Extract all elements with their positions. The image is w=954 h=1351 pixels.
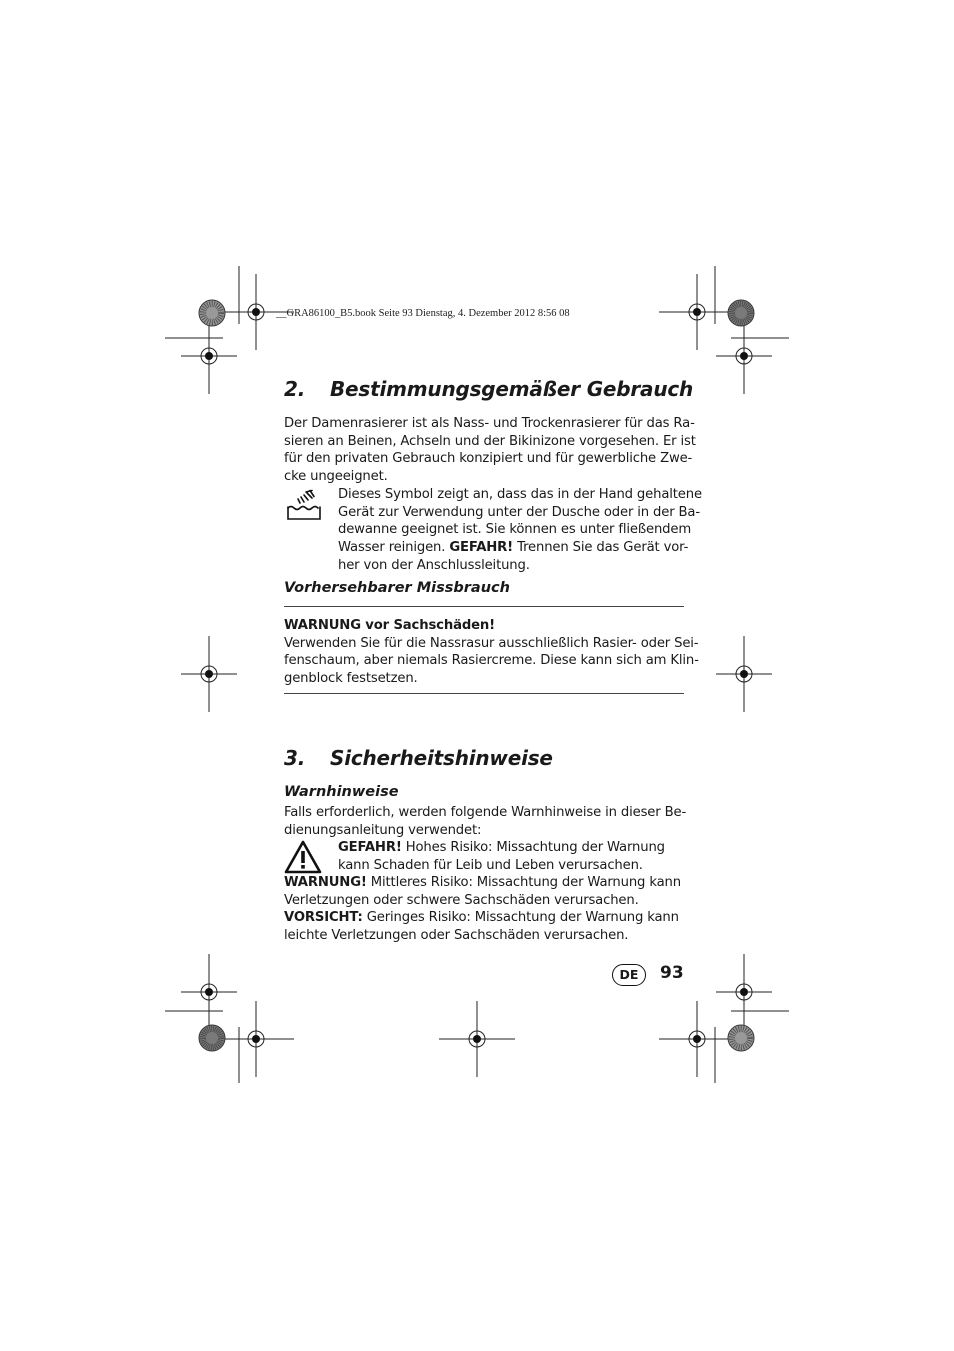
section-3-number: 3. — [284, 746, 306, 770]
danger-line-text: Hohes Risiko: Missachtung der Warnung — [401, 840, 665, 855]
caution-line-text: Geringes Risiko: Missachtung der Warnung kann — [362, 910, 679, 926]
divider — [284, 693, 684, 694]
symbol-line: Dieses Symbol zeigt an, dass das in der Hand gehaltene — [338, 487, 702, 502]
warning-line: Verletzungen oder schwere Sachschäden verursachen. — [284, 892, 639, 908]
section-2-heading — [284, 377, 693, 401]
danger-text — [338, 839, 665, 874]
symbol-line-text: Wasser reinigen. — [338, 540, 450, 556]
danger-label: GEFAHR! — [338, 840, 402, 855]
book-header-line: __GRA86100_B5.book Seite 93 Dienstag, 4. Dezember 2012 8:56 08 — [276, 308, 570, 319]
misuse-line: genblock festsetzen. — [284, 671, 418, 687]
shower-symbol-text — [338, 486, 702, 574]
page-number: 93 — [660, 963, 684, 983]
warning-label: WARNUNG! — [284, 875, 367, 890]
intro-line: für den privaten Gebrauch konzipiert und für gewerbliche Zwe- — [284, 451, 693, 467]
caution-label: VORSICHT: — [284, 910, 363, 926]
danger-label: GEFAHR! — [449, 540, 514, 556]
section-2-intro — [284, 415, 696, 486]
misuse-warning-block — [284, 617, 699, 688]
caution-line — [284, 909, 681, 927]
shower-bath-icon — [284, 489, 324, 523]
section-2-number: 2. — [284, 377, 306, 401]
section-3-title: Sicherheitshinweise — [330, 746, 553, 770]
warning-levels — [284, 874, 681, 945]
intro-line: Falls erforderlich, werden folgende Warnhinweise in dieser Be- — [284, 805, 687, 820]
danger-line — [338, 839, 665, 857]
section-3-intro — [284, 804, 686, 839]
warning-line — [284, 874, 681, 892]
warnings-subheading: Warnhinweise — [284, 784, 399, 800]
symbol-line: dewanne geeignet ist. Sie können es unter fließendem — [338, 522, 692, 538]
intro-line: cke ungeeignet. — [284, 469, 388, 485]
caution-line: leichte Verletzungen oder Sachschäden verursachen. — [284, 928, 629, 944]
warning-line-text: Mittleres Risiko: Missachtung der Warnung kann — [366, 875, 681, 890]
misuse-warning-title: WARNUNG vor Sachschäden! — [284, 618, 496, 633]
symbol-line: Gerät zur Verwendung unter der Dusche oder in der Ba- — [338, 504, 700, 520]
symbol-line — [338, 539, 702, 557]
warning-triangle-icon — [284, 840, 322, 874]
section-3-heading — [284, 746, 553, 770]
section-2-title: Bestimmungsgemäßer Gebrauch — [330, 377, 694, 401]
misuse-heading: Vorhersehbarer Missbrauch — [284, 580, 510, 596]
intro-line: dienungsanleitung verwendet: — [284, 822, 482, 838]
divider — [284, 606, 684, 607]
symbol-line: her von der Anschlussleitung. — [338, 557, 530, 573]
misuse-line: fenschaum, aber niemals Rasiercreme. Diese kann sich am Klin- — [284, 653, 699, 669]
misuse-line: Verwenden Sie für die Nassrasur ausschließlich Rasier- oder Sei- — [284, 635, 699, 651]
intro-line: Der Damenrasierer ist als Nass- und Trockenrasierer für das Ra- — [284, 416, 695, 431]
danger-line: kann Schaden für Leib und Leben verursachen. — [338, 857, 643, 873]
symbol-line-text: Trennen Sie das Gerät vor- — [513, 540, 689, 556]
intro-line: sieren an Beinen, Achseln und der Bikinizone vorgesehen. Er ist — [284, 433, 696, 449]
language-badge: DE — [612, 964, 646, 986]
